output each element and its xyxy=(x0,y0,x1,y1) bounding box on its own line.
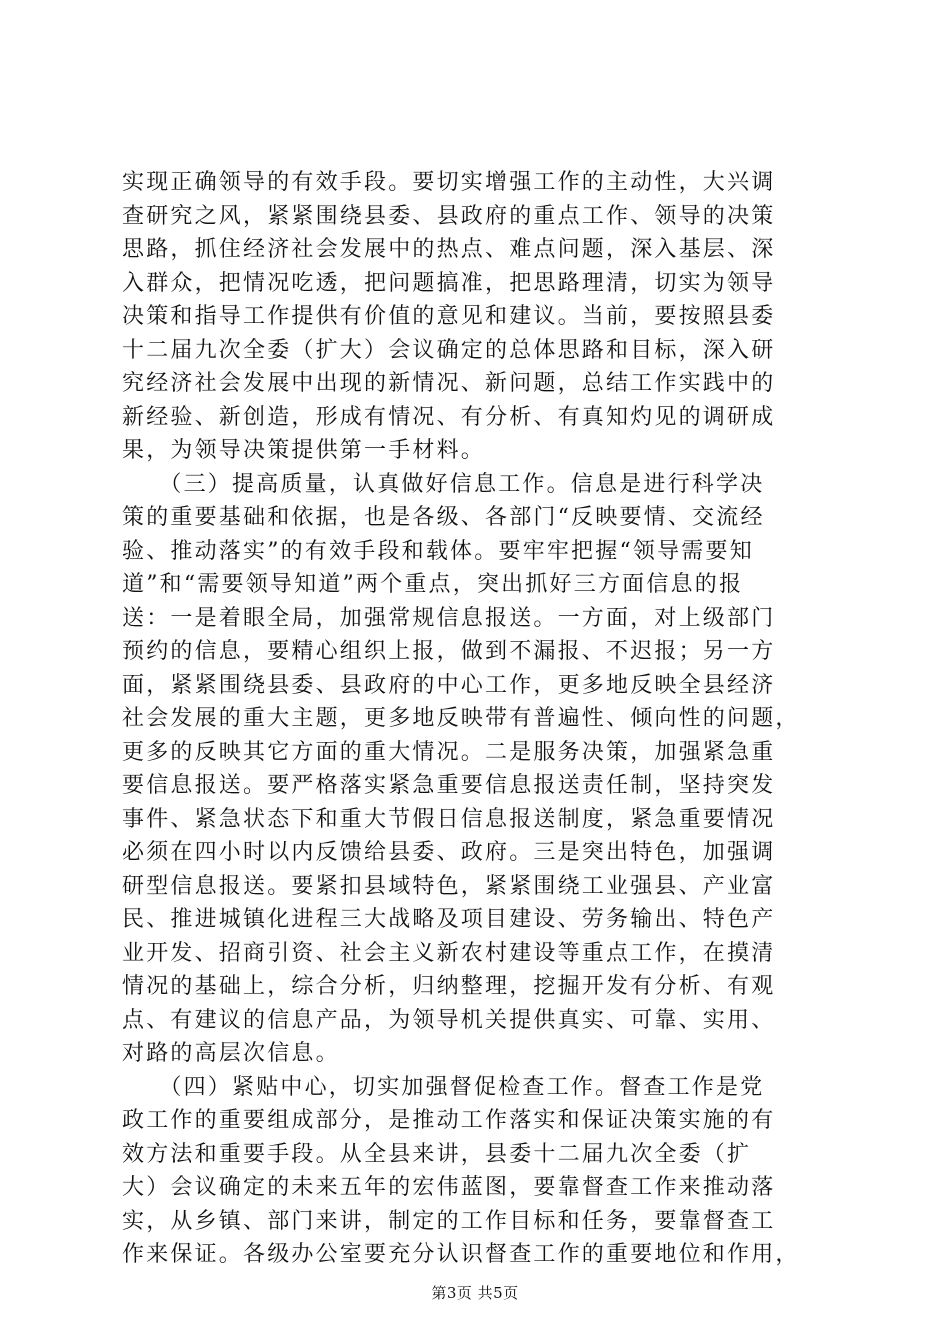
text-line: 查研究之风，紧紧围绕县委、县政府的重点工作、领导的决策 xyxy=(122,203,776,229)
page-footer: 第3页 共5页 xyxy=(431,1284,519,1302)
text-line: 作来保证。各级办公室要充分认识督查工作的重要地位和作用， xyxy=(122,1242,800,1267)
text-line: 实现正确领导的有效手段。要切实增强工作的主动性，大兴调 xyxy=(122,170,776,195)
text-line: 入群众，把情况吃透，把问题搞准，把思路理清，切实为领导 xyxy=(122,270,776,296)
text-line: 业开发、招商引资、社会主义新农村建设等重点工作，在摸清 xyxy=(122,940,776,966)
text-line: 事件、紧急状态下和重大节假日信息报送制度，紧急重要情况 xyxy=(122,806,776,832)
text-line: 必须在四小时以内反馈给县委、政府。三是突出特色，加强调 xyxy=(122,840,776,865)
text-line: 面，紧紧围绕县委、县政府的中心工作，更多地反映全县经济 xyxy=(122,672,776,698)
text-line: 更多的反映其它方面的重大情况。二是服务决策，加强紧急重 xyxy=(122,739,776,765)
text-line: 验、推动落实”的有效手段和载体。要牢牢把握“领导需要知 xyxy=(122,538,754,564)
text-line: 究经济社会发展中出现的新情况、新问题，总结工作实践中的 xyxy=(122,371,776,396)
text-line: （四）紧贴中心，切实加强督促检查工作。督查工作是党 xyxy=(122,1074,765,1100)
text-line: 十二届九次全委（扩大）会议确定的总体思路和目标，深入研 xyxy=(122,337,776,363)
text-line: 预约的信息，要精心组织上报，做到不漏报、不迟报；另一方 xyxy=(122,639,776,664)
text-line: 研型信息报送。要紧扣县域特色，紧紧围绕工业强县、产业富 xyxy=(122,873,776,899)
text-line: 点、有建议的信息产品，为领导机关提供真实、可靠、实用、 xyxy=(122,1007,776,1033)
text-line: 民、推进城镇化进程三大战略及项目建设、劳务输出、特色产 xyxy=(122,907,776,932)
document-body xyxy=(122,166,830,1272)
text-line: （三）提高质量，认真做好信息工作。信息是进行科学决 xyxy=(122,471,765,497)
text-line: 思路，抓住经济社会发展中的热点、难点问题，深入基层、深 xyxy=(122,237,776,262)
text-line: 策的重要基础和依据，也是各级、各部门“反映要情、交流经 xyxy=(122,505,765,530)
text-line: 情况的基础上，综合分析，归纳整理，挖掘开发有分析、有观 xyxy=(122,974,776,999)
text-line: 实，从乡镇、部门来讲，制定的工作目标和任务，要靠督查工 xyxy=(122,1208,776,1234)
text-line: 大）会议确定的未来五年的宏伟蓝图，要靠督查工作来推动落 xyxy=(122,1175,776,1200)
text-line: 要信息报送。要严格落实紧急重要信息报送责任制，坚持突发 xyxy=(122,773,776,798)
text-line: 送：一是着眼全局，加强常规信息报送。一方面，对上级部门 xyxy=(122,605,776,631)
text-line: 道”和“需要领导知道”两个重点，突出抓好三方面信息的报 xyxy=(122,572,744,597)
text-line: 社会发展的重大主题，更多地反映带有普遍性、倾向性的问题， xyxy=(122,706,800,731)
text-line: 对路的高层次信息。 xyxy=(122,1041,340,1066)
text-line: 效方法和重要手段。从全县来讲，县委十二届九次全委（扩 xyxy=(122,1141,752,1167)
text-line: 决策和指导工作提供有价值的意见和建议。当前，要按照县委 xyxy=(122,304,776,329)
text-line: 果，为领导决策提供第一手材料。 xyxy=(122,438,486,463)
text-line: 政工作的重要组成部分，是推动工作落实和保证决策实施的有 xyxy=(122,1108,776,1133)
text-line: 新经验、新创造，形成有情况、有分析、有真知灼见的调研成 xyxy=(122,404,776,430)
